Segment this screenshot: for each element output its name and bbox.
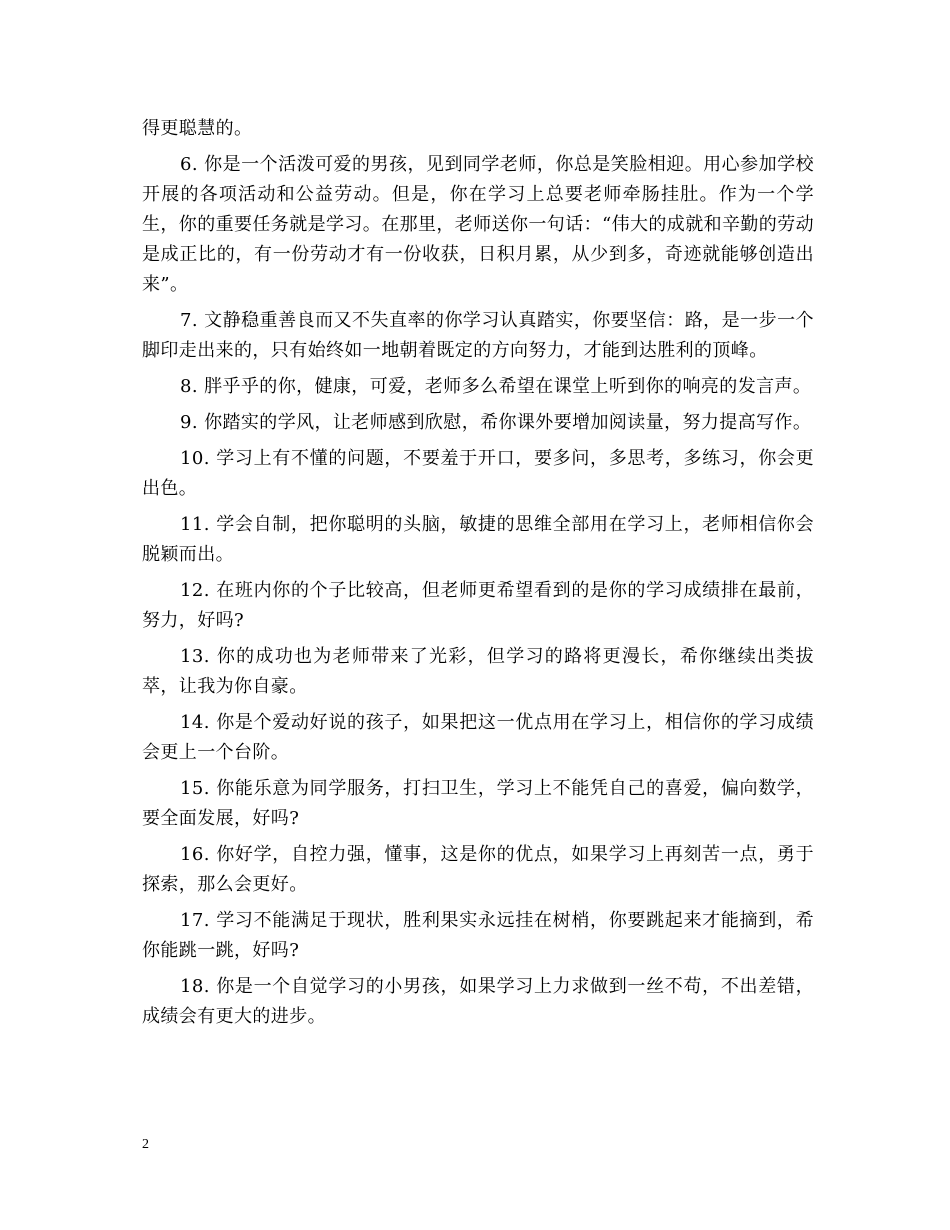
paragraph-item-15: 15. 你能乐意为同学服务，打扫卫生，学习上不能凭自己的喜爱，偏向数学，要全面发展，好吗? — [142, 778, 814, 829]
page-number: 2 — [142, 1137, 149, 1152]
paragraph-item-16: 16. 你好学，自控力强，懂事，这是你的优点，如果学习上再刻苦一点，勇于探索，那么会更好。 — [142, 844, 814, 895]
paragraph-item-8: 8. 胖乎乎的你，健康，可爱，老师多么希望在课堂上听到你的响亮的发言声。 — [180, 376, 812, 397]
paragraph-item-6: 6. 你是一个活泼可爱的男孩，见到同学老师，你总是笑脸相迎。用心参加学校开展的各项活动和公益劳动。但是，你在学习上总要老师牵肠挂肚。作为一个学生，你的重要任务就是学习。在那里，老师送你一句话：“伟大的成就和辛勤的劳动是成正比的，有一份劳动才有一份收获，日积月累，从少到多，奇迹就能够创造出来”。 — [142, 154, 814, 295]
paragraph-continuation: 得更聪慧的。 — [142, 118, 253, 139]
paragraph-item-9: 9. 你踏实的学风，让老师感到欣慰，希你课外要增加阅读量，努力提高写作。 — [180, 412, 812, 433]
paragraph-item-7: 7. 文静稳重善良而又不失直率的你学习认真踏实，你要坚信：路，是一步一个脚印走出来的，只有始终如一地朝着既定的方向努力，才能到达胜利的顶峰。 — [142, 310, 814, 361]
document-body — [142, 114, 814, 1032]
paragraph-item-11: 11. 学会自制，把你聪明的头脑，敏捷的思维全部用在学习上，老师相信你会脱颖而出。 — [142, 514, 814, 565]
paragraph-item-18: 18. 你是一个自觉学习的小男孩，如果学习上力求做到一丝不苟，不出差错，成绩会有更大的进步。 — [142, 976, 814, 1027]
paragraph-item-14: 14. 你是个爱动好说的孩子，如果把这一优点用在学习上，相信你的学习成绩会更上一个台阶。 — [142, 712, 814, 763]
paragraph-item-17: 17. 学习不能满足于现状，胜利果实永远挂在树梢，你要跳起来才能摘到，希你能跳一跳，好吗? — [142, 910, 814, 961]
paragraph-item-12: 12. 在班内你的个子比较高，但老师更希望看到的是你的学习成绩排在最前，努力，好吗? — [142, 580, 814, 631]
paragraph-item-13: 13. 你的成功也为老师带来了光彩，但学习的路将更漫长，希你继续出类拔萃，让我为你自豪。 — [142, 646, 814, 697]
paragraph-item-10: 10. 学习上有不懂的问题，不要羞于开口，要多问，多思考，多练习，你会更出色。 — [142, 448, 814, 499]
